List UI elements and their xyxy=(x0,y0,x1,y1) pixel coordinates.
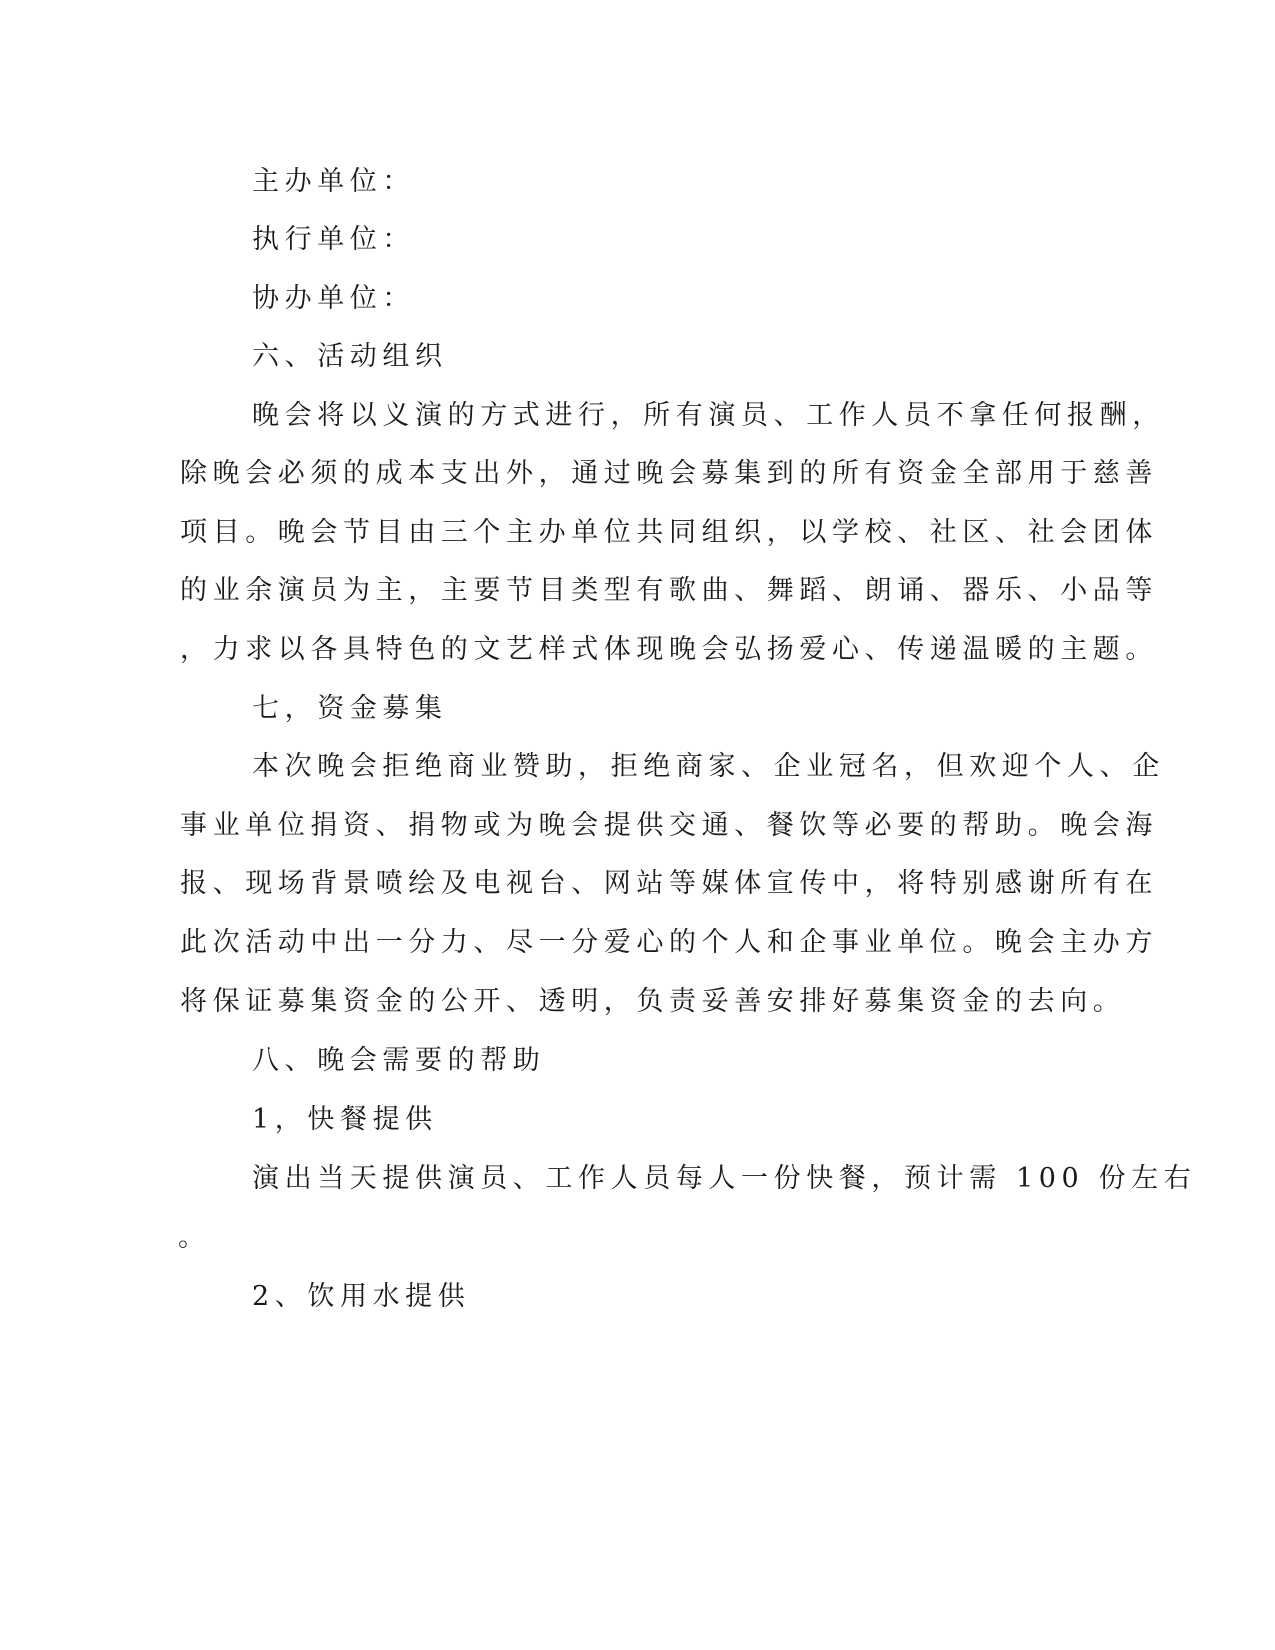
paragraph-line: 将保证募集资金的公开、透明，负责妥善安排好募集资金的去向。 xyxy=(180,986,1126,1017)
section-heading-activity-organization: 六、活动组织 xyxy=(252,341,448,372)
section-heading-help-needed: 八、晚会需要的帮助 xyxy=(252,1045,546,1076)
co-organizer-line: 协办单位： xyxy=(252,283,415,314)
paragraph-line: 项目。晚会节目由三个主办单位共同组织，以学校、社区、社会团体 xyxy=(180,517,1158,548)
paragraph-line: 晚会将以义演的方式进行，所有演员、工作人员不拿任何报酬， xyxy=(252,400,1165,431)
paragraph-line: 事业单位捐资、捐物或为晚会提供交通、餐饮等必要的帮助。晚会海 xyxy=(180,810,1158,841)
paragraph-line: 此次活动中出一分力、尽一分爱心的个人和企事业单位。晚会主办方 xyxy=(180,927,1158,958)
executor-line: 执行单位： xyxy=(252,224,415,255)
paragraph-line: 的业余演员为主，主要节目类型有歌曲、舞蹈、朗诵、器乐、小品等 xyxy=(180,575,1158,606)
organizer-line: 主办单位： xyxy=(252,166,415,197)
paragraph-line: 报、现场背景喷绘及电视台、网站等媒体宣传中，将特别感谢所有在 xyxy=(180,868,1158,899)
section-heading-fundraising: 七，资金募集 xyxy=(252,693,448,724)
item-title-drinking-water: 2、饮用水提供 xyxy=(252,1281,471,1312)
paragraph-line: ，力求以各具特色的文艺样式体现晚会弘扬爱心、传递温暖的主题。 xyxy=(180,634,1158,665)
paragraph-line: 本次晚会拒绝商业赞助，拒绝商家、企业冠名，但欢迎个人、企 xyxy=(252,751,1165,782)
paragraph-line-tail: 。 xyxy=(178,1222,211,1253)
paragraph-line: 演出当天提供演员、工作人员每人一份快餐，预计需 100 份左右 xyxy=(252,1163,1197,1194)
item-title-fast-food: 1，快餐提供 xyxy=(252,1104,438,1135)
paragraph-line: 除晚会必须的成本支出外，通过晚会募集到的所有资金全部用于慈善 xyxy=(180,458,1158,489)
